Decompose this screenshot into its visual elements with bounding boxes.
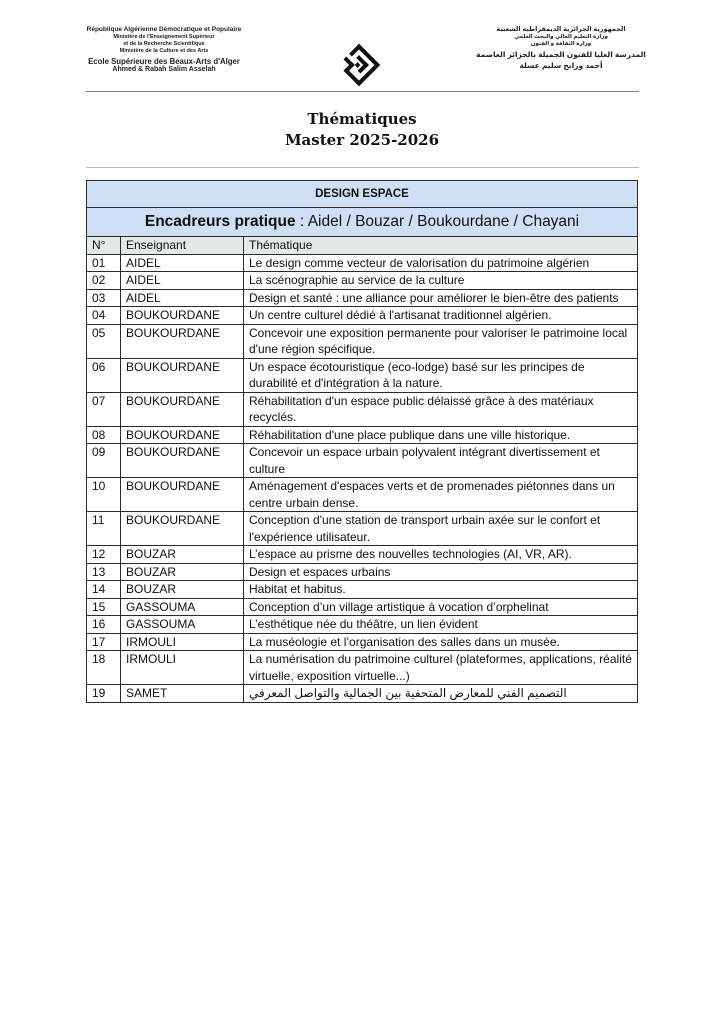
section-header-row xyxy=(87,181,638,208)
row-theme: Concevoir un espace urbain polyvalent intégrant divertissement et culture xyxy=(244,444,638,478)
table-row xyxy=(87,444,638,478)
school-subtitle-fr: Ahmed & Rabah Salim Asselah xyxy=(112,66,216,73)
row-theme: Conception d’un village artistique à vocation d’orphelinat xyxy=(244,598,638,616)
column-header-number: N° xyxy=(87,237,121,255)
row-teacher: IRMOULI xyxy=(121,633,244,651)
row-theme: Un espace écotouristique (eco-lodge) basé sur les principes de durabilité et d'intégration à la nature. xyxy=(244,358,638,392)
row-teacher: BOUZAR xyxy=(121,581,244,599)
row-number: 13 xyxy=(87,563,121,581)
table-row xyxy=(87,563,638,581)
row-teacher: BOUKOURDANE xyxy=(121,444,244,478)
table-row xyxy=(87,358,638,392)
row-theme: Concevoir une exposition permanente pour valoriser le patrimoine local d'une région spécifique. xyxy=(244,324,638,358)
row-number: 07 xyxy=(87,392,121,426)
row-number: 12 xyxy=(87,546,121,564)
row-number: 17 xyxy=(87,633,121,651)
row-teacher: BOUKOURDANE xyxy=(121,324,244,358)
table-row xyxy=(87,633,638,651)
table-row xyxy=(87,546,638,564)
row-theme: التصميم الفني للمعارض المتحفية بين الجمالية والتواصل المعرفي xyxy=(244,685,638,703)
row-teacher: BOUKOURDANE xyxy=(121,426,244,444)
row-number: 10 xyxy=(87,478,121,512)
page-title: Thématiques xyxy=(307,110,417,128)
row-number: 08 xyxy=(87,426,121,444)
table-row xyxy=(87,324,638,358)
row-theme: Habitat et habitus. xyxy=(244,581,638,599)
table-row xyxy=(87,651,638,685)
row-theme: La numérisation du patrimoine culturel (plateformes, applications, réalité virtuelle, exposition virtuelle...) xyxy=(244,651,638,685)
school-name-fr: Ecole Supérieure des Beaux-Arts d'Alger xyxy=(88,57,240,66)
row-number: 16 xyxy=(87,616,121,634)
table-row xyxy=(87,581,638,599)
row-teacher: GASSOUMA xyxy=(121,616,244,634)
row-teacher: BOUKOURDANE xyxy=(121,392,244,426)
row-theme: Réhabilitation d'une place publique dans une ville historique. xyxy=(244,426,638,444)
row-teacher: BOUKOURDANE xyxy=(121,358,244,392)
table-row xyxy=(87,426,638,444)
school-logo-icon xyxy=(335,36,383,94)
title-divider xyxy=(86,167,639,168)
supervisors-list: Aidel / Bouzar / Boukourdane / Chayani xyxy=(307,212,580,230)
row-number: 14 xyxy=(87,581,121,599)
row-teacher: BOUZAR xyxy=(121,546,244,564)
table-row xyxy=(87,598,638,616)
row-number: 04 xyxy=(87,307,121,325)
table-row xyxy=(87,272,638,290)
row-teacher: BOUZAR xyxy=(121,563,244,581)
column-header-theme: Thématique xyxy=(244,237,638,255)
row-theme: L’esthétique née du théâtre, un lien évident xyxy=(244,616,638,634)
table-row xyxy=(87,685,638,703)
ministry-culture-fr: Ministère de la Culture et des Arts xyxy=(119,48,209,54)
row-number: 19 xyxy=(87,685,121,703)
school-name-ar: المدرسة العليا للفنون الجميلة بالجزائر العاصمة xyxy=(476,50,646,59)
row-teacher: AIDEL xyxy=(121,254,244,272)
table-row xyxy=(87,254,638,272)
row-number: 09 xyxy=(87,444,121,478)
row-theme: Réhabilitation d'un espace public délaissé grâce à des matériaux recyclés. xyxy=(244,392,638,426)
row-number: 01 xyxy=(87,254,121,272)
supervisors-separator: : xyxy=(295,212,308,230)
table-row xyxy=(87,392,638,426)
table-row xyxy=(87,616,638,634)
header-right-block xyxy=(476,26,646,70)
row-number: 06 xyxy=(87,358,121,392)
row-number: 03 xyxy=(87,289,121,307)
row-teacher: AIDEL xyxy=(121,289,244,307)
row-number: 05 xyxy=(87,324,121,358)
section-title: DESIGN ESPACE xyxy=(87,181,638,208)
themes-table xyxy=(86,180,638,703)
country-name-ar: الجمهورية الجزائرية الديمقراطية الشعبية xyxy=(496,26,626,33)
ministry-research-fr: et de la Recherche Scientifique xyxy=(123,41,205,47)
row-theme: La scénographie au service de la culture xyxy=(244,272,638,290)
row-teacher: GASSOUMA xyxy=(121,598,244,616)
row-number: 18 xyxy=(87,651,121,685)
row-teacher: IRMOULI xyxy=(121,651,244,685)
row-theme: La muséologie et l’organisation des salles dans un musée. xyxy=(244,633,638,651)
supervisors-row xyxy=(87,208,638,237)
column-header-row xyxy=(87,237,638,255)
school-subtitle-ar: أحمد ورابح سليم عسلة xyxy=(519,61,603,70)
row-theme: Design et santé : une alliance pour améliorer le bien-être des patients xyxy=(244,289,638,307)
row-teacher: BOUKOURDANE xyxy=(121,478,244,512)
row-number: 02 xyxy=(87,272,121,290)
table-row xyxy=(87,307,638,325)
row-theme: L’espace au prisme des nouvelles technologies (AI, VR, AR). xyxy=(244,546,638,564)
country-name-fr: République Algérienne Démocratique et Populaire xyxy=(86,26,242,33)
row-teacher: AIDEL xyxy=(121,272,244,290)
row-theme: Le design comme vecteur de valorisation du patrimoine algérien xyxy=(244,254,638,272)
column-header-teacher: Enseignant xyxy=(121,237,244,255)
row-theme: Design et espaces urbains xyxy=(244,563,638,581)
ministry-culture-ar: وزارة الثقافة و الفنون xyxy=(530,41,592,47)
table-row xyxy=(87,512,638,546)
row-theme: Un centre culturel dédié à l'artisanat traditionnel algérien. xyxy=(244,307,638,325)
supervisors-cell xyxy=(87,208,638,237)
row-number: 15 xyxy=(87,598,121,616)
row-teacher: BOUKOURDANE xyxy=(121,307,244,325)
row-number: 11 xyxy=(87,512,121,546)
header-left-block xyxy=(84,26,244,74)
row-theme: Aménagement d'espaces verts et de promenades piétonnes dans un centre urbain dense. xyxy=(244,478,638,512)
table-row xyxy=(87,289,638,307)
row-teacher: SAMET xyxy=(121,685,244,703)
row-theme: Conception d'une station de transport urbain axée sur le confort et l'expérience utilisateur. xyxy=(244,512,638,546)
table-row xyxy=(87,478,638,512)
row-teacher: BOUKOURDANE xyxy=(121,512,244,546)
ministry-higher-education-ar: وزارة التعليم العالي والبحث العلمي xyxy=(514,34,608,40)
page-subtitle: Master 2025-2026 xyxy=(284,131,440,149)
supervisors-label: Encadreurs pratique xyxy=(144,212,296,230)
ministry-higher-education-fr: Ministère de l'Enseignement Supérieur xyxy=(113,34,215,40)
header-divider xyxy=(86,91,639,92)
